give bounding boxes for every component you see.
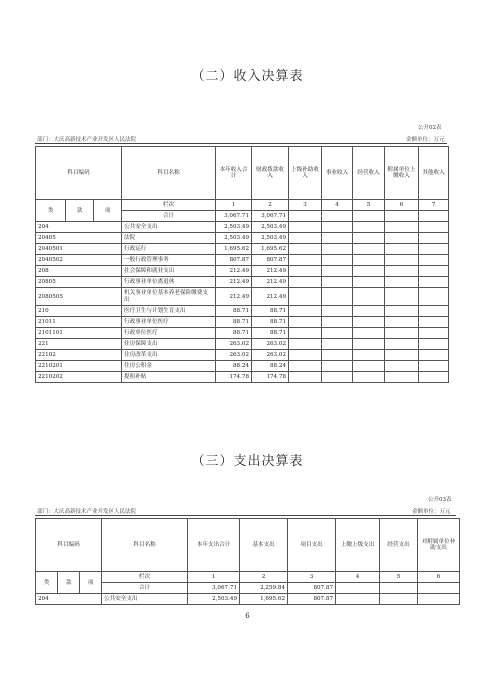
empty-cell	[322, 372, 353, 383]
col-number: 6	[418, 572, 460, 583]
row-name: 一般行政管理事务	[122, 255, 216, 266]
header-code: 科目编码	[36, 519, 102, 572]
header-operating-expense: 经营支出	[380, 519, 418, 572]
table-row	[36, 277, 449, 288]
col-number: 6	[385, 200, 419, 211]
total-value: 3,067.71	[188, 583, 240, 594]
col-number: 4	[322, 200, 353, 211]
empty-cell	[419, 255, 449, 266]
col-number: 3	[289, 200, 322, 211]
row-code: 208	[36, 266, 122, 277]
row-code: 2210202	[36, 372, 122, 383]
row-code: 204	[36, 594, 102, 605]
empty-cell	[353, 244, 385, 255]
empty-cell	[353, 233, 385, 244]
empty-cell	[353, 328, 385, 339]
income-top-rule	[35, 143, 447, 144]
empty-cell	[385, 222, 419, 233]
table-row	[36, 288, 449, 306]
header-superior-subsidy: 上级补助收入	[289, 147, 322, 200]
col-label: 栏次	[102, 572, 188, 583]
sub-header-lei: 类	[36, 200, 66, 222]
empty-cell	[353, 339, 385, 350]
row-value: 88.71	[216, 306, 252, 317]
row-code: 2080505	[36, 288, 122, 306]
expense-colnum-row	[36, 572, 460, 583]
row-name: 住房保障支出	[122, 339, 216, 350]
table-row	[36, 222, 449, 233]
row-code: 204	[36, 222, 122, 233]
empty-cell	[385, 372, 419, 383]
empty-cell	[322, 255, 353, 266]
empty-cell	[385, 255, 419, 266]
total-value: 3,067.71	[252, 211, 289, 222]
row-name: 公共安全支出	[102, 594, 188, 605]
row-code: 2040501	[36, 244, 122, 255]
empty-cell	[322, 244, 353, 255]
header-name: 科目名称	[102, 519, 188, 572]
row-value: 1,695.62	[240, 594, 288, 605]
empty-cell	[289, 266, 322, 277]
empty-cell	[353, 222, 385, 233]
row-value: 88.71	[252, 328, 289, 339]
row-code: 221	[36, 339, 122, 350]
row-value: 88.71	[252, 317, 289, 328]
col-number: 2	[252, 200, 289, 211]
row-code: 21011	[36, 317, 122, 328]
row-value: 88.24	[216, 361, 252, 372]
row-value: 88.71	[216, 328, 252, 339]
header-other-income: 其他收入	[419, 147, 449, 200]
row-value: 88.71	[216, 317, 252, 328]
header-code: 科目编码	[36, 147, 122, 200]
row-name: 行政事业单位医疗	[122, 317, 216, 328]
income-header-row	[36, 147, 449, 200]
row-name: 行政事业单位离退休	[122, 277, 216, 288]
row-value: 88.24	[252, 361, 289, 372]
col-number: 5	[380, 572, 418, 583]
empty-cell	[418, 594, 460, 605]
empty-cell	[353, 255, 385, 266]
row-value: 2,503.49	[216, 233, 252, 244]
col-number: 1	[188, 572, 240, 583]
empty-cell	[289, 288, 322, 306]
row-value: 212.49	[216, 266, 252, 277]
expense-department: 部门：大庆高新技术产业开发区人民法院	[37, 509, 137, 515]
table-row	[36, 372, 449, 383]
empty-cell	[419, 350, 449, 361]
row-name: 社会保障和就业支出	[122, 266, 216, 277]
header-remit-superior: 上缴上级支出	[336, 519, 380, 572]
row-value: 88.71	[252, 306, 289, 317]
table-row	[36, 306, 449, 317]
row-value: 2,503.49	[252, 222, 289, 233]
sub-header-kuan: 款	[66, 200, 94, 222]
row-name: 住房公积金	[122, 361, 216, 372]
row-value: 212.49	[252, 277, 289, 288]
header-affiliate-subsidy: 对附属单位补助支出	[418, 519, 460, 572]
row-value: 1,695.62	[216, 244, 252, 255]
empty-cell	[322, 361, 353, 372]
empty-cell	[353, 277, 385, 288]
sub-header-kuan: 款	[58, 572, 80, 594]
empty-cell	[322, 350, 353, 361]
row-code: 20405	[36, 233, 122, 244]
row-value: 263.02	[252, 339, 289, 350]
row-value: 212.49	[216, 277, 252, 288]
empty-cell	[419, 328, 449, 339]
table-row	[36, 255, 449, 266]
empty-cell	[419, 266, 449, 277]
empty-cell	[419, 277, 449, 288]
col-label: 栏次	[122, 200, 216, 211]
row-name: 提租补贴	[122, 372, 216, 383]
table-row	[36, 339, 449, 350]
empty-cell	[385, 339, 419, 350]
col-number: 1	[216, 200, 252, 211]
empty-cell	[322, 339, 353, 350]
row-value: 174.78	[252, 372, 289, 383]
empty-cell	[289, 277, 322, 288]
empty-cell	[385, 306, 419, 317]
header-total-income: 本年收入合计	[216, 147, 252, 200]
row-value: 2,503.49	[252, 233, 289, 244]
row-value: 2,503.49	[216, 222, 252, 233]
income-title: （二）收入决算表	[191, 69, 304, 84]
col-number: 7	[419, 200, 449, 211]
empty-cell	[289, 328, 322, 339]
empty-cell	[289, 306, 322, 317]
sub-header-xiang: 项	[94, 200, 122, 222]
table-row	[36, 317, 449, 328]
header-operating-income: 经营收入	[353, 147, 385, 200]
col-number: 4	[336, 572, 380, 583]
row-code: 2101101	[36, 328, 122, 339]
header-project-expense: 项目支出	[288, 519, 336, 572]
col-number: 2	[240, 572, 288, 583]
expense-table	[35, 518, 460, 605]
empty-cell	[322, 266, 353, 277]
empty-cell	[289, 233, 322, 244]
table-row	[36, 266, 449, 277]
row-value: 1,695.62	[252, 244, 289, 255]
empty-cell	[353, 306, 385, 317]
income-table	[35, 146, 449, 383]
header-fiscal: 财政拨款收入	[252, 147, 289, 200]
empty-cell	[353, 288, 385, 306]
sub-header-lei: 类	[36, 572, 58, 594]
empty-cell	[322, 222, 353, 233]
income-colnum-row	[36, 200, 449, 211]
empty-cell	[289, 339, 322, 350]
header-name: 科目名称	[122, 147, 216, 200]
empty-cell	[353, 266, 385, 277]
table-row	[36, 594, 460, 605]
empty-cell	[322, 317, 353, 328]
empty-cell	[322, 306, 353, 317]
empty-cell	[419, 306, 449, 317]
empty-cell	[322, 288, 353, 306]
empty-cell	[322, 233, 353, 244]
table-row	[36, 361, 449, 372]
empty-cell	[419, 317, 449, 328]
empty-cell	[385, 317, 419, 328]
expense-top-rule	[35, 515, 456, 516]
empty-cell	[385, 361, 419, 372]
col-number: 5	[353, 200, 385, 211]
row-value: 212.49	[216, 288, 252, 306]
empty-cell	[336, 594, 380, 605]
table-row	[36, 350, 449, 361]
income-department: 部门：大庆高新技术产业开发区人民法院	[37, 137, 137, 143]
empty-cell	[353, 317, 385, 328]
table-row	[36, 244, 449, 255]
expense-title: （三）支出决算表	[191, 454, 304, 469]
table-row	[36, 233, 449, 244]
row-name: 医疗卫生与计划生育支出	[122, 306, 216, 317]
empty-cell	[419, 244, 449, 255]
income-table-number: 公开02表	[418, 125, 442, 131]
expense-table-number: 公开03表	[428, 497, 452, 503]
row-name: 行政单位医疗	[122, 328, 216, 339]
header-basic-expense: 基本支出	[240, 519, 288, 572]
empty-cell	[289, 350, 322, 361]
empty-cell	[419, 233, 449, 244]
empty-cell	[419, 339, 449, 350]
total-value: 3,067.71	[216, 211, 252, 222]
empty-cell	[289, 255, 322, 266]
empty-cell	[353, 372, 385, 383]
row-value: 174.78	[216, 372, 252, 383]
row-name: 法院	[122, 233, 216, 244]
empty-cell	[419, 222, 449, 233]
col-number: 3	[288, 572, 336, 583]
row-name: 住房改革支出	[122, 350, 216, 361]
empty-cell	[385, 233, 419, 244]
empty-cell	[419, 288, 449, 306]
empty-cell	[385, 277, 419, 288]
empty-cell	[353, 361, 385, 372]
row-value: 807.87	[288, 594, 336, 605]
row-value: 2,503.49	[188, 594, 240, 605]
row-code: 20805	[36, 277, 122, 288]
empty-cell	[385, 244, 419, 255]
row-name: 公共安全支出	[122, 222, 216, 233]
total-value: 2,259.84	[240, 583, 288, 594]
header-business-income: 事业收入	[322, 147, 353, 200]
page-number: 6	[245, 612, 250, 620]
empty-cell	[322, 277, 353, 288]
empty-cell	[353, 350, 385, 361]
empty-cell	[385, 350, 419, 361]
empty-cell	[289, 317, 322, 328]
row-value: 263.02	[252, 350, 289, 361]
expense-unit: 金额单位：万元	[412, 509, 451, 515]
empty-cell	[385, 328, 419, 339]
row-code: 2040502	[36, 255, 122, 266]
row-value: 263.02	[216, 339, 252, 350]
total-value: 807.87	[288, 583, 336, 594]
row-value: 807.87	[216, 255, 252, 266]
row-name: 行政运行	[122, 244, 216, 255]
table-row	[36, 328, 449, 339]
total-label: 合计	[122, 211, 216, 222]
empty-cell	[419, 361, 449, 372]
row-value: 807.87	[252, 255, 289, 266]
row-name: 机关事业单位基本养老保险缴费支出	[122, 288, 216, 306]
sub-header-xiang: 项	[80, 572, 102, 594]
empty-cell	[385, 288, 419, 306]
total-label: 合计	[102, 583, 188, 594]
row-value: 212.49	[252, 288, 289, 306]
empty-cell	[289, 222, 322, 233]
expense-header-row	[36, 519, 460, 572]
income-unit: 金额单位：万元	[406, 137, 445, 143]
empty-cell	[322, 328, 353, 339]
row-code: 210	[36, 306, 122, 317]
header-affiliate-income: 附属单位上缴收入	[385, 147, 419, 200]
empty-cell	[385, 266, 419, 277]
header-total-expense: 本年支出合计	[188, 519, 240, 572]
empty-cell	[380, 594, 418, 605]
empty-cell	[419, 372, 449, 383]
empty-cell	[289, 372, 322, 383]
row-code: 22102	[36, 350, 122, 361]
row-code: 2210201	[36, 361, 122, 372]
row-value: 263.02	[216, 350, 252, 361]
empty-cell	[289, 244, 322, 255]
empty-cell	[289, 361, 322, 372]
row-value: 212.49	[252, 266, 289, 277]
